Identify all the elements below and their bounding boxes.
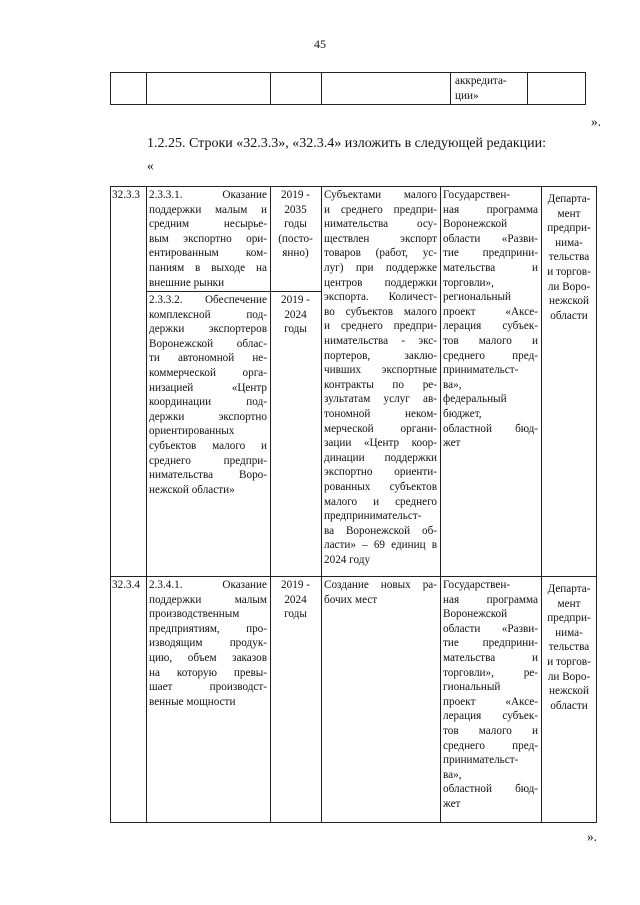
- closing-quote-end: ».: [587, 829, 597, 844]
- source-line: тов малого и: [443, 335, 538, 347]
- source-line: ная программа: [443, 593, 538, 606]
- result-line: портеров, заклю-: [324, 349, 437, 362]
- source-line: ва»,: [443, 768, 462, 781]
- source-line: Государствен-: [443, 579, 511, 591]
- measure-title-line: поддержки малым и: [149, 203, 267, 216]
- measure-title-line: на которую превы-: [149, 666, 267, 679]
- measure-title-line: средним несырье-: [149, 218, 267, 231]
- measure-title-line: коммерческой орга-: [149, 367, 267, 379]
- source-line: ная программа: [443, 203, 538, 216]
- result-line: ва Воронежской об-: [324, 524, 437, 537]
- source-line: области «Разви-: [443, 232, 538, 245]
- measure-title-line: ентированным ком-: [149, 247, 267, 260]
- measure-title-line: низацией «Центр: [149, 381, 267, 394]
- source-line: мательства и: [443, 652, 538, 664]
- result-line: товаров (работ, ус-: [324, 247, 437, 260]
- measure-title-line: вым экспортно ори-: [149, 232, 267, 245]
- result-line: экспорта. Количест-: [324, 291, 437, 304]
- result-line: контракты по ре-: [324, 378, 437, 391]
- result-line: во субъектов малого: [324, 305, 437, 318]
- result-line: ществлен экспорт: [324, 232, 437, 245]
- result-line: и среднего предпри-: [324, 203, 437, 216]
- source-line: Государствен-: [443, 189, 511, 201]
- prev-table-cell-line: ции»: [455, 90, 479, 102]
- source-line: среднего пред-: [443, 349, 538, 362]
- period-line: 2035: [284, 203, 307, 216]
- measure-title-line: комплексной под-: [149, 308, 267, 321]
- source-line: мательства и: [443, 262, 538, 274]
- measure-title-line: 2.3.3.1. Оказание: [149, 189, 267, 201]
- executor-line: области: [550, 699, 588, 712]
- source-line: областной бюд-: [443, 422, 538, 435]
- result-line: предпринимательст-: [324, 510, 422, 523]
- measure-title-line: шает производст-: [149, 681, 267, 694]
- measure-title-line: держки экспортеров: [149, 323, 267, 336]
- period-line: годы: [284, 608, 307, 621]
- period-line: 2024: [284, 308, 307, 321]
- executor-line: предпри-: [547, 612, 591, 625]
- executor-line: Департа-: [547, 193, 591, 205]
- source-line: принимательст-: [443, 364, 519, 377]
- measure-title-line: внешние рынки: [149, 276, 225, 289]
- prev-table-cell-line: аккредита-: [455, 75, 507, 87]
- result-line: тономной неком-: [324, 408, 437, 420]
- source-line: жет: [443, 437, 461, 450]
- amendment-paragraph: 1.2.25. Строки «32.3.3», «32.3.4» изложить в следующей редакции:: [147, 136, 547, 151]
- measure-title-line: координации под-: [149, 396, 267, 409]
- source-line: федеральный: [443, 393, 507, 406]
- executor-line: Департа-: [547, 583, 591, 595]
- measure-title-line: нимательства Воро-: [149, 469, 267, 482]
- result-line: динации поддержки: [324, 451, 437, 464]
- measure-title-line: цию, объем заказов: [149, 652, 267, 664]
- result-line: экспортно ориенти-: [324, 466, 437, 479]
- executor-line: нима-: [555, 626, 583, 639]
- result-line: 2024 году: [324, 554, 371, 566]
- measure-title-line: паниям в выходе на: [149, 262, 267, 274]
- result-line: зации «Центр коор-: [324, 437, 437, 450]
- row-number: 32.3.3: [112, 189, 140, 201]
- measure-title-line: венные мощности: [149, 695, 236, 708]
- measure-title-line: ориентированных: [149, 425, 235, 438]
- result-line: центров поддержки: [324, 276, 437, 289]
- executor-line: ли Воро-: [547, 280, 591, 293]
- result-line: и среднего предпри-: [324, 320, 437, 333]
- result-line: нимательства осу-: [324, 218, 437, 231]
- measure-title-line: среднего предпри-: [149, 454, 267, 467]
- source-line: ва»,: [443, 378, 462, 391]
- period-line: 2019 -: [281, 189, 310, 201]
- measure-title-line: Воронежской облас-: [149, 337, 267, 350]
- executor-line: предпри-: [547, 222, 591, 235]
- executor-line: мент: [557, 207, 581, 220]
- measure-title-line: изводящим продук-: [149, 637, 267, 650]
- source-line: лерация субъек-: [443, 320, 538, 333]
- measure-title-line: 2.3.4.1. Оказание: [149, 579, 267, 591]
- executor-line: и торгов-: [547, 266, 591, 278]
- source-line: Воронежской: [443, 218, 508, 231]
- measure-title-line: поддержки малым: [149, 593, 267, 606]
- source-line: областной бюд-: [443, 783, 538, 796]
- executor-line: нежской: [549, 685, 589, 698]
- executor-line: тельства: [548, 251, 590, 264]
- executor-line: тельства: [548, 641, 590, 654]
- source-line: тов малого и: [443, 725, 538, 737]
- source-line: тие предприни-: [443, 637, 538, 650]
- measure-title-line: нежской области»: [149, 483, 235, 496]
- closing-quote: ».: [591, 114, 601, 129]
- measure-title-line: держки экспортно: [149, 410, 267, 423]
- result-line: ласти» – 69 единиц в: [324, 539, 437, 552]
- measure-title-line: ти автономной не-: [149, 352, 267, 365]
- result-line: нимательства - экс-: [324, 335, 437, 347]
- row-number: 32.3.4: [112, 579, 140, 591]
- source-line: жет: [443, 798, 461, 810]
- executor-line: нежской: [549, 295, 589, 308]
- result-line: рованных субъектов: [324, 481, 437, 493]
- measure-title-line: 2.3.3.2. Обеспечение: [149, 294, 267, 306]
- source-line: региональный: [443, 291, 511, 304]
- executor-line: и торгов-: [547, 656, 591, 668]
- executor-line: нима-: [555, 236, 583, 249]
- measure-title-line: предприятиям, про-: [149, 622, 267, 635]
- source-line: бюджет,: [443, 408, 482, 420]
- source-line: лерация субъек-: [443, 710, 538, 723]
- measure-title-line: производственным: [149, 608, 240, 621]
- result-line: зультатам услуг ав-: [324, 393, 437, 406]
- source-line: принимательст-: [443, 754, 519, 767]
- source-line: области «Разви-: [443, 622, 538, 635]
- result-line: мерческой органи-: [324, 422, 437, 435]
- result-line: чивших экспортные: [324, 364, 437, 377]
- source-line: проект «Аксе-: [443, 695, 538, 708]
- period-line: (посто-: [278, 232, 313, 245]
- result-line: бочих мест: [324, 593, 378, 606]
- executor-line: мент: [557, 597, 581, 610]
- source-line: Воронежской: [443, 608, 508, 621]
- measure-title-line: субъектов малого и: [149, 440, 267, 452]
- source-line: торговли», ре-: [443, 666, 538, 679]
- executor-line: области: [550, 309, 588, 322]
- period-line: янно): [282, 247, 309, 260]
- result-line: Субъектами малого: [324, 189, 437, 201]
- opening-quote: «: [147, 158, 154, 173]
- source-line: торговли»,: [443, 276, 494, 289]
- source-line: проект «Аксе-: [443, 305, 538, 318]
- source-line: среднего пред-: [443, 739, 538, 752]
- period-line: годы: [284, 323, 307, 336]
- period-line: годы: [284, 218, 307, 231]
- result-line: луг) при поддержке: [324, 262, 437, 274]
- page-number: 45: [314, 37, 326, 51]
- result-line: малого и среднего: [324, 495, 437, 508]
- executor-line: ли Воро-: [547, 670, 591, 683]
- period-line: 2024: [284, 593, 307, 606]
- source-line: гиональный: [443, 681, 501, 694]
- source-line: тие предприни-: [443, 247, 538, 260]
- period-line: 2019 -: [281, 294, 310, 306]
- result-line: Создание новых ра-: [324, 579, 437, 591]
- period-line: 2019 -: [281, 579, 310, 591]
